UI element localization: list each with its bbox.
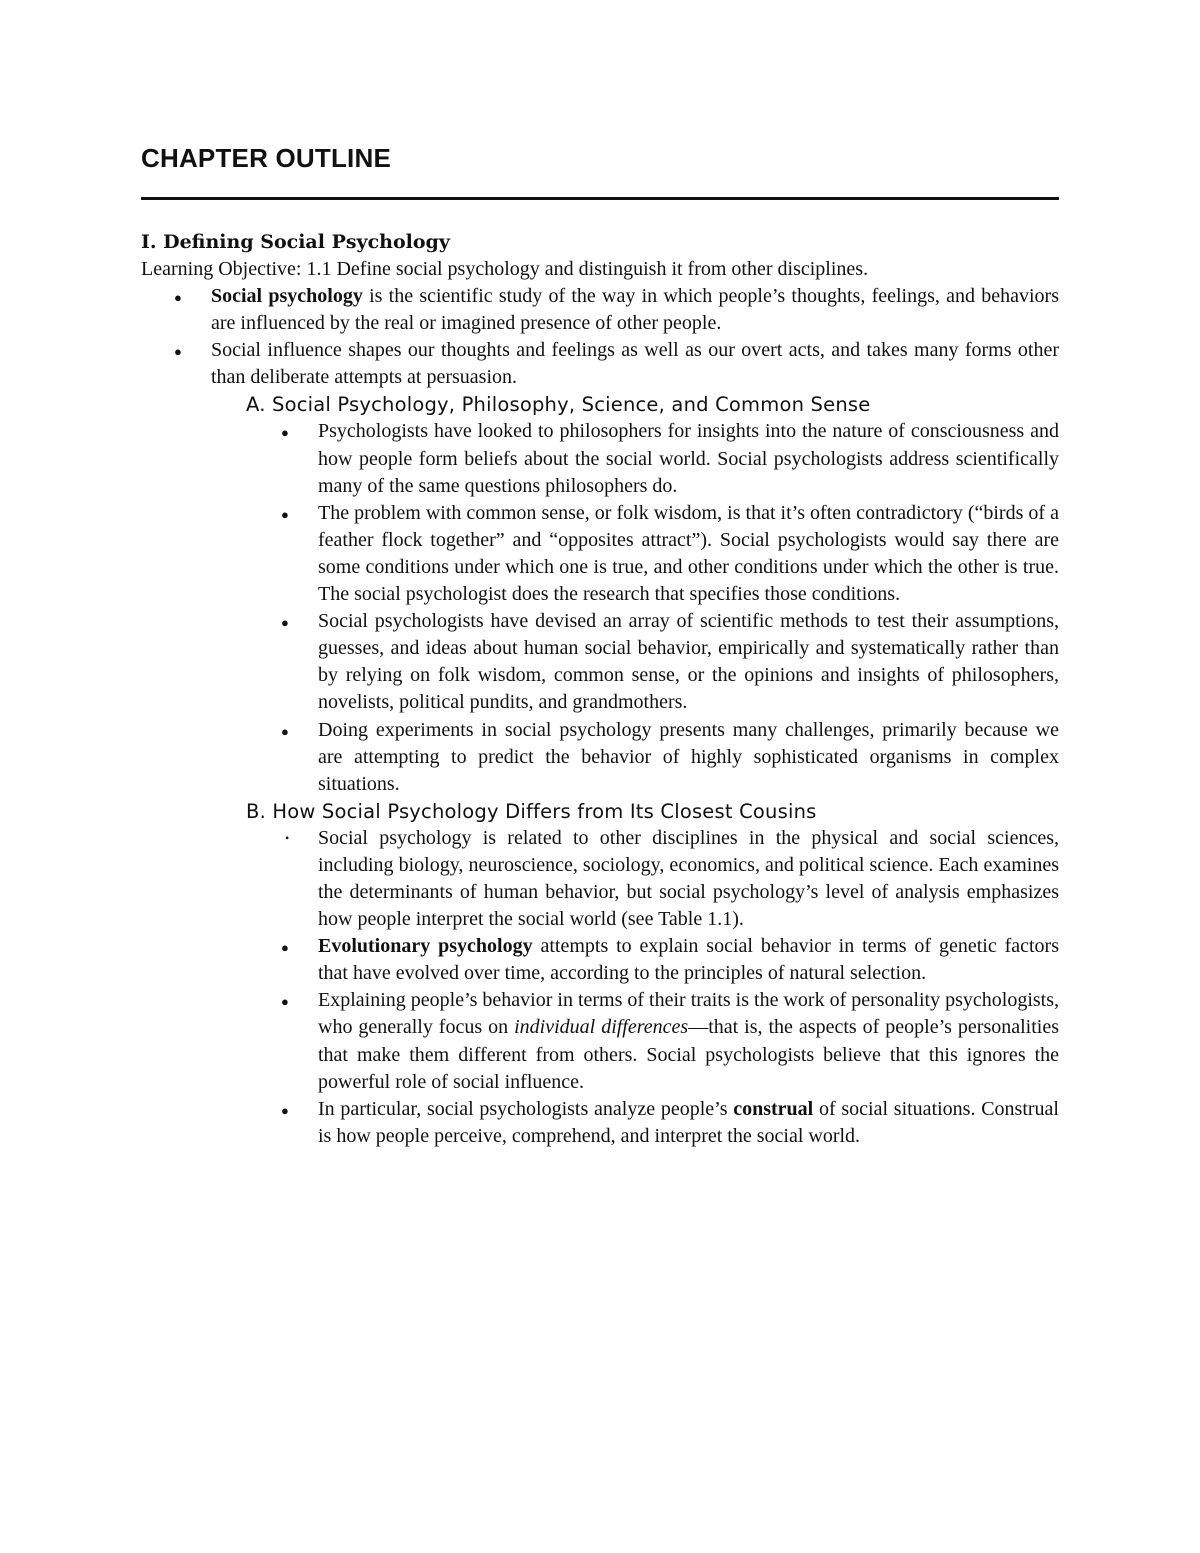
bullet-icon — [281, 608, 289, 636]
bullet-icon — [281, 987, 289, 1015]
list-item — [318, 500, 1059, 608]
subsection-heading-a: A. Social Psychology, Philosophy, Science, and Common Sense — [246, 393, 871, 417]
section-heading: I. Defining Social Psychology — [141, 231, 450, 253]
bullet-text: of social situations. Construal is how people perceive, comprehend, and interpret the social world. — [318, 1097, 1059, 1147]
term-social-psychology: Social psychology — [211, 285, 363, 308]
subsection-a-bullet-list — [141, 418, 1059, 797]
bullet-icon — [281, 418, 289, 446]
chapter-title: CHAPTER OUTLINE — [141, 143, 391, 173]
list-item — [318, 933, 1059, 987]
bullet-icon — [174, 337, 182, 365]
bullet-text: Explaining people’s behavior in terms of their traits is the work of personality psychologists, who generally focus on — [318, 989, 1059, 1039]
bullet-icon — [174, 283, 182, 311]
list-item — [318, 608, 1059, 716]
bullet-text: Social psychology is related to other disciplines in the physical and social sciences, including biology, neuroscience, sociology, economics, and political science. Each examines the determinants of human behavior, but social psychology’s level of analysis emphasizes how people interpret the social world (see Table 1.1). — [318, 826, 1059, 931]
title-rule — [141, 197, 1059, 200]
subsection-b-bullet-list — [141, 825, 1059, 1150]
term-construal: construal — [733, 1097, 814, 1120]
bullet-text: Doing experiments in social psychology presents many challenges, primarily because we are attempting to predict the behavior of highly sophisticated organisms in complex situations. — [318, 718, 1059, 795]
bullet-text: is the scientific study of the way in which people’s thoughts, feelings, and behaviors are influenced by the real or imagined presence of other people. — [211, 285, 1060, 335]
section-bullet-list — [141, 283, 1059, 391]
bullet-icon — [281, 1096, 289, 1124]
bullet-text: Psychologists have looked to philosophers for insights into the nature of consciousness and how people form beliefs about the social world. Social psychologists address scientifically many of the same questions philosophers do. — [318, 420, 1059, 497]
list-item — [211, 337, 1059, 391]
bullet-text: In particular, social psychologists analyze people’s — [318, 1097, 734, 1120]
bullet-text: Social influence shapes our thoughts and feelings as well as our overt acts, and takes many forms other than deliberate attempts at persuasion. — [211, 339, 1059, 389]
bullet-icon — [281, 500, 289, 528]
list-item — [318, 717, 1059, 798]
bullet-icon — [285, 825, 289, 852]
list-item — [318, 825, 1059, 933]
bullet-text: attempts to explain social behavior in terms of genetic factors that have evolved over time, according to the principles of natural selection. — [318, 935, 1060, 985]
bullet-text: The problem with common sense, or folk wisdom, is that it’s often contradictory (“birds of a feather flock together” and “opposites attract”). Social psychologists would say there are some conditions under which one is true, and other conditions under which the other is true. The social psychologist does the research that specifies those conditions. — [318, 501, 1059, 606]
bullet-icon — [281, 717, 289, 745]
learning-objective: Learning Objective: 1.1 Define social psychology and distinguish it from other disciplines. — [141, 258, 869, 280]
bullet-text: Social psychologists have devised an array of scientific methods to test their assumptions, guesses, and ideas about human social behavior, empirically and systematically rather than by relying on folk wisdom, common sense, or the opinions and insights of philosophers, novelists, political pundits, and grandmothers. — [318, 610, 1059, 714]
list-item — [318, 987, 1059, 1095]
list-item — [318, 1096, 1059, 1150]
term-evolutionary-psychology: Evolutionary psychology — [318, 935, 533, 958]
list-item — [318, 418, 1059, 499]
list-item — [211, 283, 1059, 337]
bullet-text: —that is, the aspects of people’s personalities that make them different from others. Social psychologists believe that this ignores the powerful role of social influence. — [318, 1016, 1060, 1093]
subsection-heading-b: B. How Social Psychology Differs from Its Closest Cousins — [246, 799, 817, 823]
chapter-content — [141, 229, 1059, 1150]
term-individual-differences: individual differences — [514, 1016, 689, 1039]
bullet-icon — [281, 933, 289, 961]
